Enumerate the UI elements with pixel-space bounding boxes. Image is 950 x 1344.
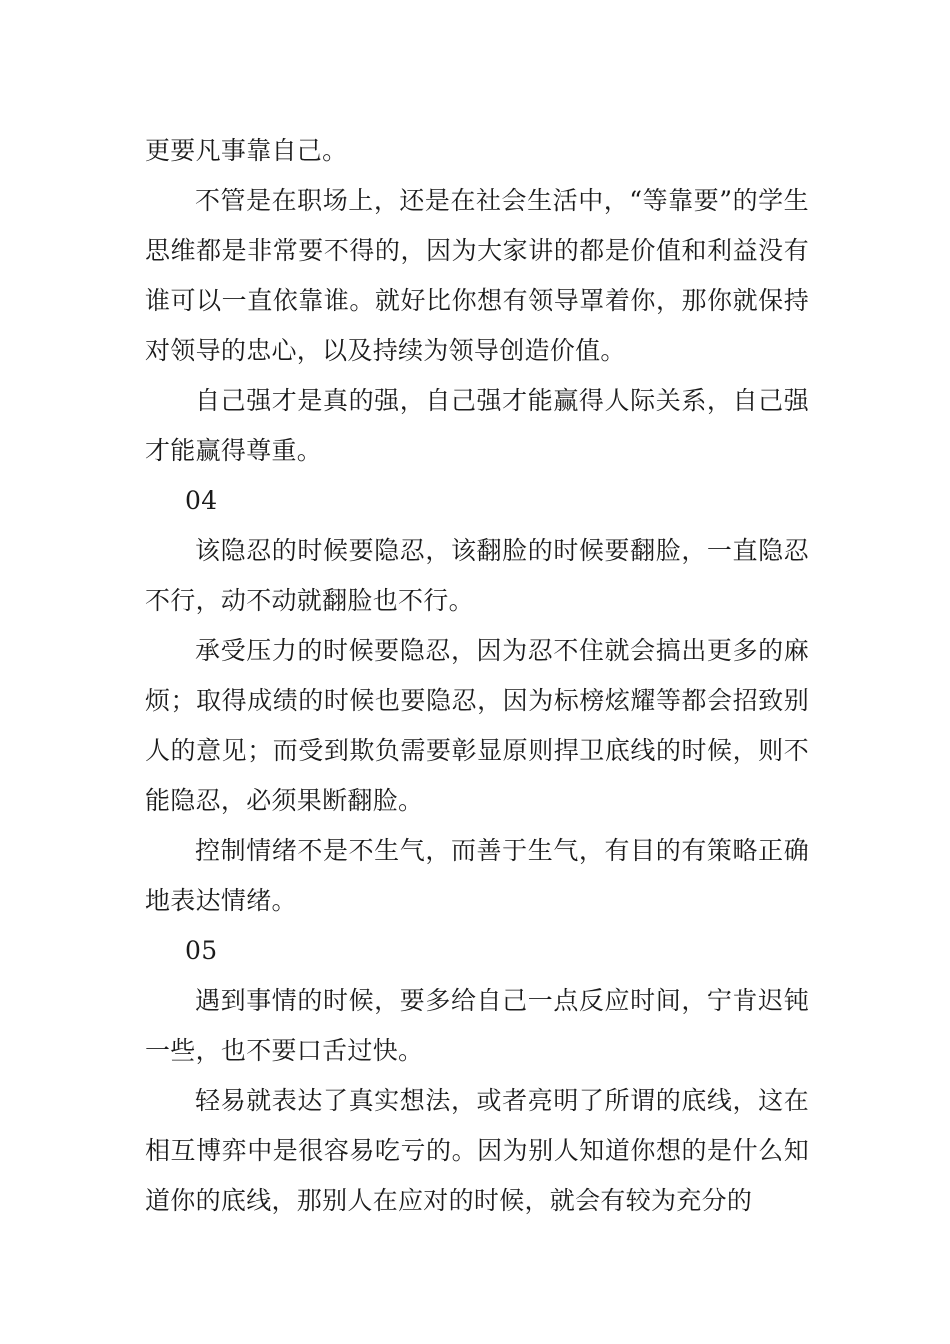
paragraph-7: 遇到事情的时候，要多给自己一点反应时间，宁肯迟钝一些，也不要口舌过快。 <box>145 986 809 1065</box>
paragraph-2: 不管是在职场上，还是在社会生活中，“等靠要”的学生思维都是非常要不得的，因为大家讲的都是价值和利益没有谁可以一直依靠谁。就好比你想有领导罩着你，那你就保持对领导的忠心，以及持续为领导创造价值。 <box>145 186 809 365</box>
paragraph-6: 控制情绪不是不生气，而善于生气，有目的有策略正确地表达情绪。 <box>145 836 809 915</box>
paragraph-5: 承受压力的时候要隐忍，因为忍不住就会搞出更多的麻烦；取得成绩的时候也要隐忍，因为标榜炫耀等都会招致别人的意见；而受到欺负需要彰显原则捍卫底线的时候，则不能隐忍，必须果断翻脸。 <box>145 636 809 815</box>
paragraph-4: 该隐忍的时候要隐忍，该翻脸的时候要翻脸，一直隐忍不行，动不动就翻脸也不行。 <box>145 536 809 615</box>
section-number-05: 05 <box>185 936 218 965</box>
paragraph-8: 轻易就表达了真实想法，或者亮明了所谓的底线，这在相互博弈中是很容易吃亏的。因为别人知道你想的是什么知道你的底线，那别人在应对的时候，就会有较为充分的 <box>145 1086 809 1215</box>
paragraph-1: 更要凡事靠自己。 <box>145 136 348 165</box>
section-number-04: 04 <box>185 486 218 515</box>
paragraph-3: 自己强才是真的强，自己强才能赢得人际关系，自己强才能赢得尊重。 <box>145 386 809 465</box>
document-body <box>145 126 809 1226</box>
